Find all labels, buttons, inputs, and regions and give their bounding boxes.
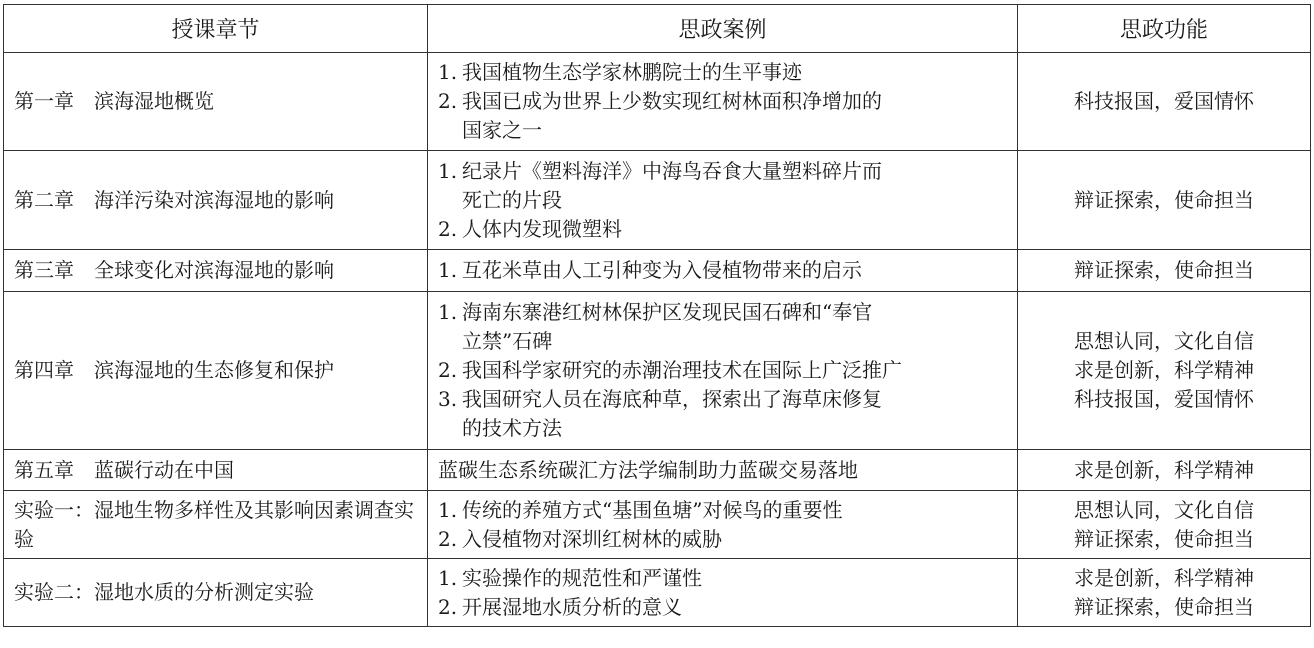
case-cell	[428, 559, 1018, 627]
function-cell	[1018, 53, 1311, 151]
table-row	[4, 151, 1311, 250]
case-item-text: 蓝碳生态系统碳汇方法学编制助力蓝碳交易落地	[438, 457, 858, 482]
case-item	[438, 525, 1007, 554]
function-cell	[1018, 250, 1311, 292]
case-item-number: 1.	[438, 497, 458, 522]
case-item-number: 2.	[438, 358, 458, 382]
case-item-number: 1.	[438, 565, 458, 590]
case-cell	[428, 53, 1018, 151]
case-item-continuation: 立禁”石碑	[462, 329, 553, 353]
function-item: 辩证探索，使命担当	[1074, 526, 1254, 551]
table-header-row	[4, 5, 1311, 53]
header-case: 思政案例	[428, 5, 1018, 53]
table-row	[4, 53, 1311, 151]
case-item-number: 1.	[438, 60, 458, 84]
case-item-text: 互花米草由人工引种变为入侵植物带来的启示	[462, 258, 862, 282]
table-row	[4, 450, 1311, 491]
case-cell	[428, 491, 1018, 559]
case-item-text: 我国已成为世界上少数实现红树林面积净增加的	[462, 89, 882, 113]
case-item-text: 传统的养殖方式“基围鱼塘”对候鸟的重要性	[462, 497, 843, 522]
function-item: 科技报国，爱国情怀	[1074, 387, 1254, 411]
case-item	[438, 58, 1007, 87]
case-item-text: 开展湿地水质分析的意义	[462, 594, 682, 619]
header-function: 思政功能	[1018, 5, 1311, 53]
function-item: 科技报国，爱国情怀	[1074, 89, 1254, 113]
case-cell	[428, 292, 1018, 450]
case-item	[438, 385, 1007, 443]
function-item: 思想认同，文化自信	[1074, 497, 1254, 522]
case-item	[438, 564, 1007, 593]
function-item: 求是创新，科学精神	[1074, 358, 1254, 382]
case-item	[438, 593, 1007, 622]
case-item-number: 1.	[438, 300, 458, 324]
function-item: 辩证探索，使命担当	[1074, 258, 1254, 282]
case-cell	[428, 151, 1018, 250]
case-item-continuation: 死亡的片段	[462, 187, 562, 212]
function-cell	[1018, 491, 1311, 559]
case-item	[438, 456, 1007, 485]
function-item: 求是创新，科学精神	[1074, 457, 1254, 482]
case-item-text: 实验操作的规范性和严谨性	[462, 565, 702, 590]
function-cell	[1018, 450, 1311, 491]
case-item-text: 我国植物生态学家林鹏院士的生平事迹	[462, 60, 802, 84]
case-item-number: 2.	[438, 89, 458, 113]
case-cell	[428, 250, 1018, 292]
function-cell	[1018, 559, 1311, 627]
case-item-text: 纪录片《塑料海洋》中海鸟吞食大量塑料碎片而	[462, 158, 882, 183]
table-row	[4, 559, 1311, 627]
case-item	[438, 157, 1007, 215]
chapter-cell: 第一章 滨海湿地概览	[4, 53, 428, 151]
case-cell	[428, 450, 1018, 491]
case-item-text: 我国科学家研究的赤潮治理技术在国际上广泛推广	[462, 358, 902, 382]
chapter-cell: 实验一：湿地生物多样性及其影响因素调查实验	[4, 491, 428, 559]
case-item-number: 2.	[438, 216, 458, 241]
case-item-number: 2.	[438, 594, 458, 619]
function-cell	[1018, 151, 1311, 250]
function-item: 辩证探索，使命担当	[1074, 187, 1254, 212]
table-body	[4, 53, 1311, 627]
case-item-continuation: 的技术方法	[462, 416, 562, 440]
table-row	[4, 491, 1311, 559]
case-item-text: 我国研究人员在海底种草，探索出了海草床修复	[462, 387, 882, 411]
function-item: 思想认同，文化自信	[1074, 329, 1254, 353]
case-item	[438, 356, 1007, 385]
function-cell	[1018, 292, 1311, 450]
curriculum-ideology-table	[3, 4, 1311, 627]
case-item-text: 人体内发现微塑料	[462, 216, 622, 241]
case-item-text: 海南东寨港红树林保护区发现民国石碑和“奉官	[462, 300, 873, 324]
function-item: 求是创新，科学精神	[1074, 565, 1254, 590]
chapter-cell: 第三章 全球变化对滨海湿地的影响	[4, 250, 428, 292]
chapter-cell: 第五章 蓝碳行动在中国	[4, 450, 428, 491]
table-row	[4, 250, 1311, 292]
chapter-cell: 第四章 滨海湿地的生态修复和保护	[4, 292, 428, 450]
curriculum-table-container	[3, 4, 1310, 627]
table-row	[4, 292, 1311, 450]
case-item-number: 3.	[438, 387, 458, 411]
case-item	[438, 256, 1007, 285]
case-item-number: 2.	[438, 526, 458, 551]
case-item-text: 入侵植物对深圳红树林的威胁	[462, 526, 722, 551]
case-item	[438, 215, 1007, 244]
case-item-number: 1.	[438, 158, 458, 183]
function-item: 辩证探索，使命担当	[1074, 594, 1254, 619]
header-chapter: 授课章节	[4, 5, 428, 53]
case-item	[438, 298, 1007, 356]
case-item-continuation: 国家之一	[462, 118, 542, 142]
chapter-cell: 第二章 海洋污染对滨海湿地的影响	[4, 151, 428, 250]
case-item	[438, 87, 1007, 145]
chapter-cell: 实验二：湿地水质的分析测定实验	[4, 559, 428, 627]
case-item	[438, 496, 1007, 525]
case-item-number: 1.	[438, 258, 458, 282]
